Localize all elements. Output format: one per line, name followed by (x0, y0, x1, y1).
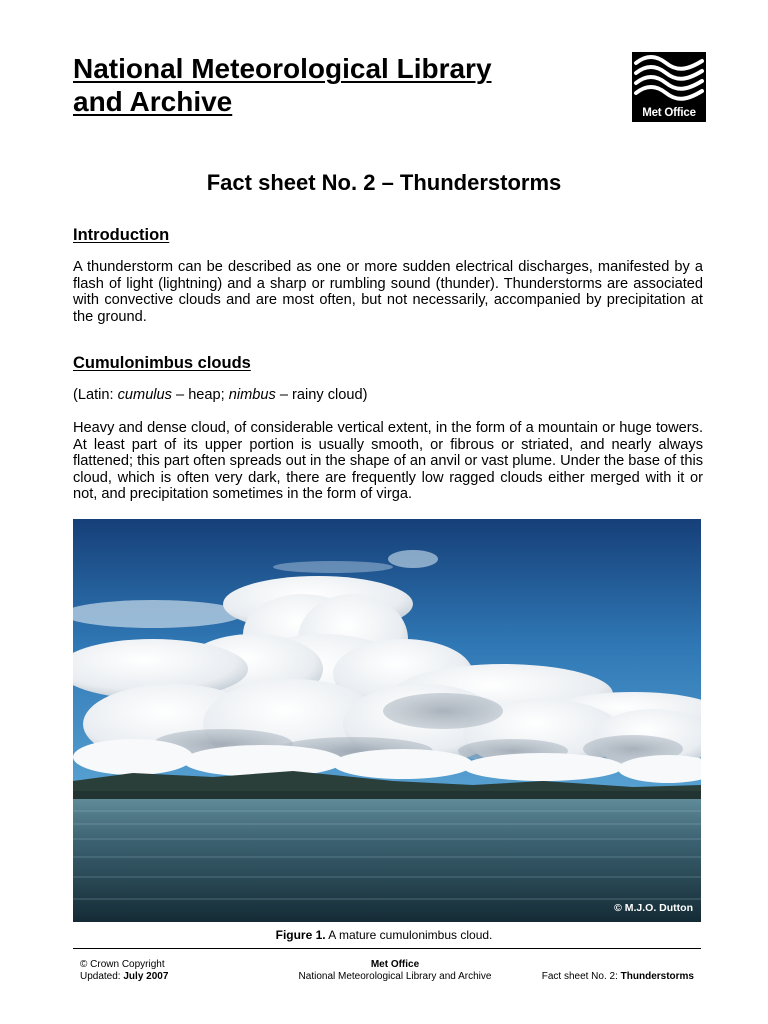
footer-sheet-topic: Thunderstorms (620, 971, 694, 982)
introduction-heading: Introduction (73, 226, 170, 244)
cumulonimbus-description: Heavy and dense cloud, of considerable vertical extent, in the form of a mountain or huge towers. At least part of its upper portion is usually smooth, or fibrous or striated, and nearly always flattened; this part often spreads out in the shape of an anvil or vast plume. Under the base of this cloud, which is often very dark, there are frequently low ragged clouds either merged with it or not, and precipitation sometimes in the form of virga. (73, 420, 703, 503)
photo-credit: © M.J.O. Dutton (614, 902, 693, 914)
logo-label: Met Office (642, 107, 696, 119)
footer-updated-date: July 2007 (123, 971, 169, 982)
latin-term-cumulus: cumulus (117, 387, 172, 403)
cumulonimbus-heading: Cumulonimbus clouds (73, 354, 251, 372)
footer-org: Met Office (370, 959, 420, 970)
footer-sheet-label: Fact sheet No. 2: (541, 971, 621, 982)
latin-mid: – heap; (171, 387, 229, 403)
footer-library: National Meteorological Library and Archive (298, 971, 492, 982)
introduction-paragraph: A thunderstorm can be described as one or more sudden electrical discharges, manifested by a flash of light (lightning) and a sharp or rumbling sound (thunder). Thunderstorms are associated with convective clouds and are most often, but not necessarily, accompanied by precipitation at the ground. (73, 259, 703, 325)
footer-left (80, 959, 168, 983)
cumulonimbus-photo (73, 519, 701, 922)
figure-caption (0, 928, 768, 942)
fact-sheet-title: Fact sheet No. 2 – Thunderstorms (206, 170, 562, 195)
footer-updated-label: Updated: (80, 971, 124, 982)
footer-updated (80, 971, 168, 983)
met-office-logo (632, 52, 706, 122)
latin-suffix: – rainy cloud) (275, 387, 368, 403)
wave-logo-icon (632, 52, 706, 102)
footer-right (500, 971, 694, 983)
library-title (73, 52, 492, 118)
latin-definition (73, 387, 703, 404)
footer-center (290, 959, 500, 983)
cloud-photo-illustration (73, 519, 701, 922)
figure-label: Figure 1. (275, 928, 326, 942)
footer-copyright: © Crown Copyright (80, 959, 165, 970)
library-title-line1: National Meteorological Library (73, 53, 492, 84)
footer-divider (73, 948, 701, 949)
figure-caption-text: A mature cumulonimbus cloud. (325, 928, 493, 942)
library-title-line2: and Archive (73, 86, 233, 117)
latin-term-nimbus: nimbus (228, 387, 276, 403)
latin-prefix: (Latin: (73, 387, 118, 403)
